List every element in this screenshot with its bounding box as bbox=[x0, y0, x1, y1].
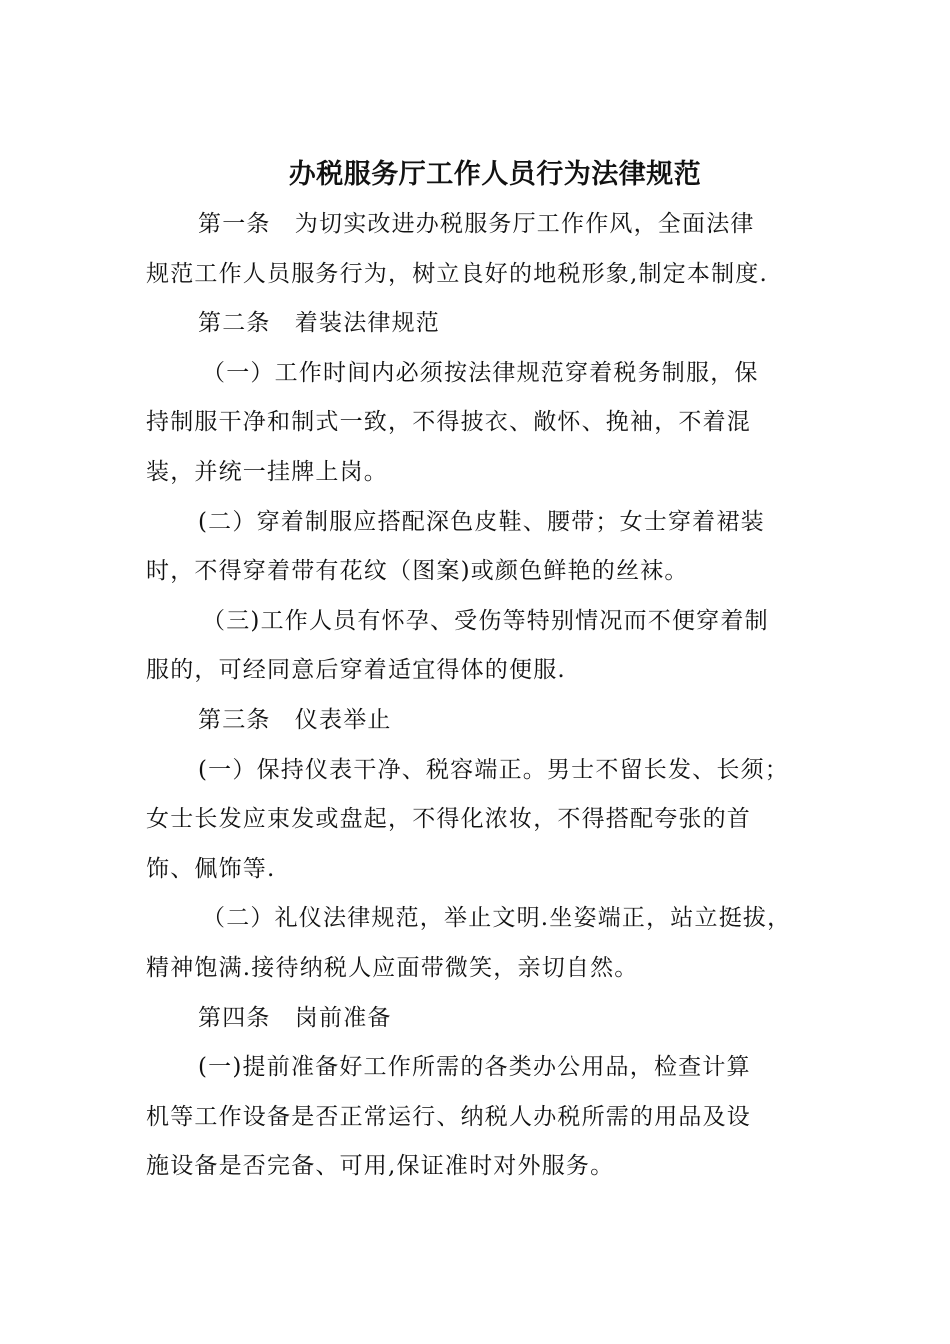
article-3-item-1-line-2: 女士长发应束发或盘起，不得化浓妆，不得搭配夸张的首 bbox=[146, 806, 751, 833]
article-2-item-2-line-1: (二）穿着制服应搭配深色皮鞋、腰带；女士穿着裙装 bbox=[198, 508, 765, 535]
article-3-item-1-line-1: (一）保持仪表干净、税容端正。男士不留长发、长须； bbox=[198, 756, 789, 783]
article-2-item-3-line-2: 服的，可经同意后穿着适宜得体的便服. bbox=[146, 657, 566, 684]
article-3-heading: 第三条 仪表举止 bbox=[198, 706, 392, 733]
document-body bbox=[146, 200, 816, 1192]
article-3-item-2-line-2: 精神饱满.接待纳税人应面带微笑，亲切自然。 bbox=[146, 954, 639, 981]
article-2-item-3-line-1: （三)工作人员有怀孕、受伤等特别情况而不便穿着制 bbox=[202, 607, 769, 634]
article-3-item-1-line-3: 饰、佩饰等. bbox=[146, 855, 276, 882]
article-1-line-2: 规范工作人员服务行为，树立良好的地税形象,制定本制度. bbox=[146, 260, 769, 287]
article-2-heading: 第二条 着装法律规范 bbox=[198, 310, 440, 337]
article-2-item-1-line-3: 装，并统一挂牌上岗。 bbox=[146, 458, 388, 485]
article-3-item-2-line-1: （二）礼仪法律规范，举止文明.坐姿端正，站立挺拔， bbox=[202, 905, 792, 932]
article-4-item-1-line-3: 施设备是否完备、可用,保证准时对外服务。 bbox=[146, 1153, 615, 1180]
article-2-item-1-line-1: （一）工作时间内必须按法律规范穿着税务制服，保 bbox=[202, 359, 759, 386]
article-4-heading: 第四条 岗前准备 bbox=[198, 1004, 392, 1031]
document-title: 办税服务厅工作人员行为法律规范 bbox=[288, 159, 702, 190]
article-2-item-2-line-2: 时，不得穿着带有花纹（图案)或颜色鲜艳的丝袜。 bbox=[146, 558, 689, 585]
article-4-item-1-line-1: (一)提前准备好工作所需的各类办公用品，检查计算 bbox=[198, 1054, 751, 1081]
article-1-line-1: 第一条 为切实改进办税服务厅工作作风，全面法律 bbox=[198, 211, 755, 237]
article-2-item-1-line-2: 持制服干净和制式一致，不得披衣、敞怀、挽袖，不着混 bbox=[146, 409, 751, 436]
article-4-item-1-line-2: 机等工作设备是否正常运行、纳税人办税所需的用品及设 bbox=[146, 1103, 751, 1130]
